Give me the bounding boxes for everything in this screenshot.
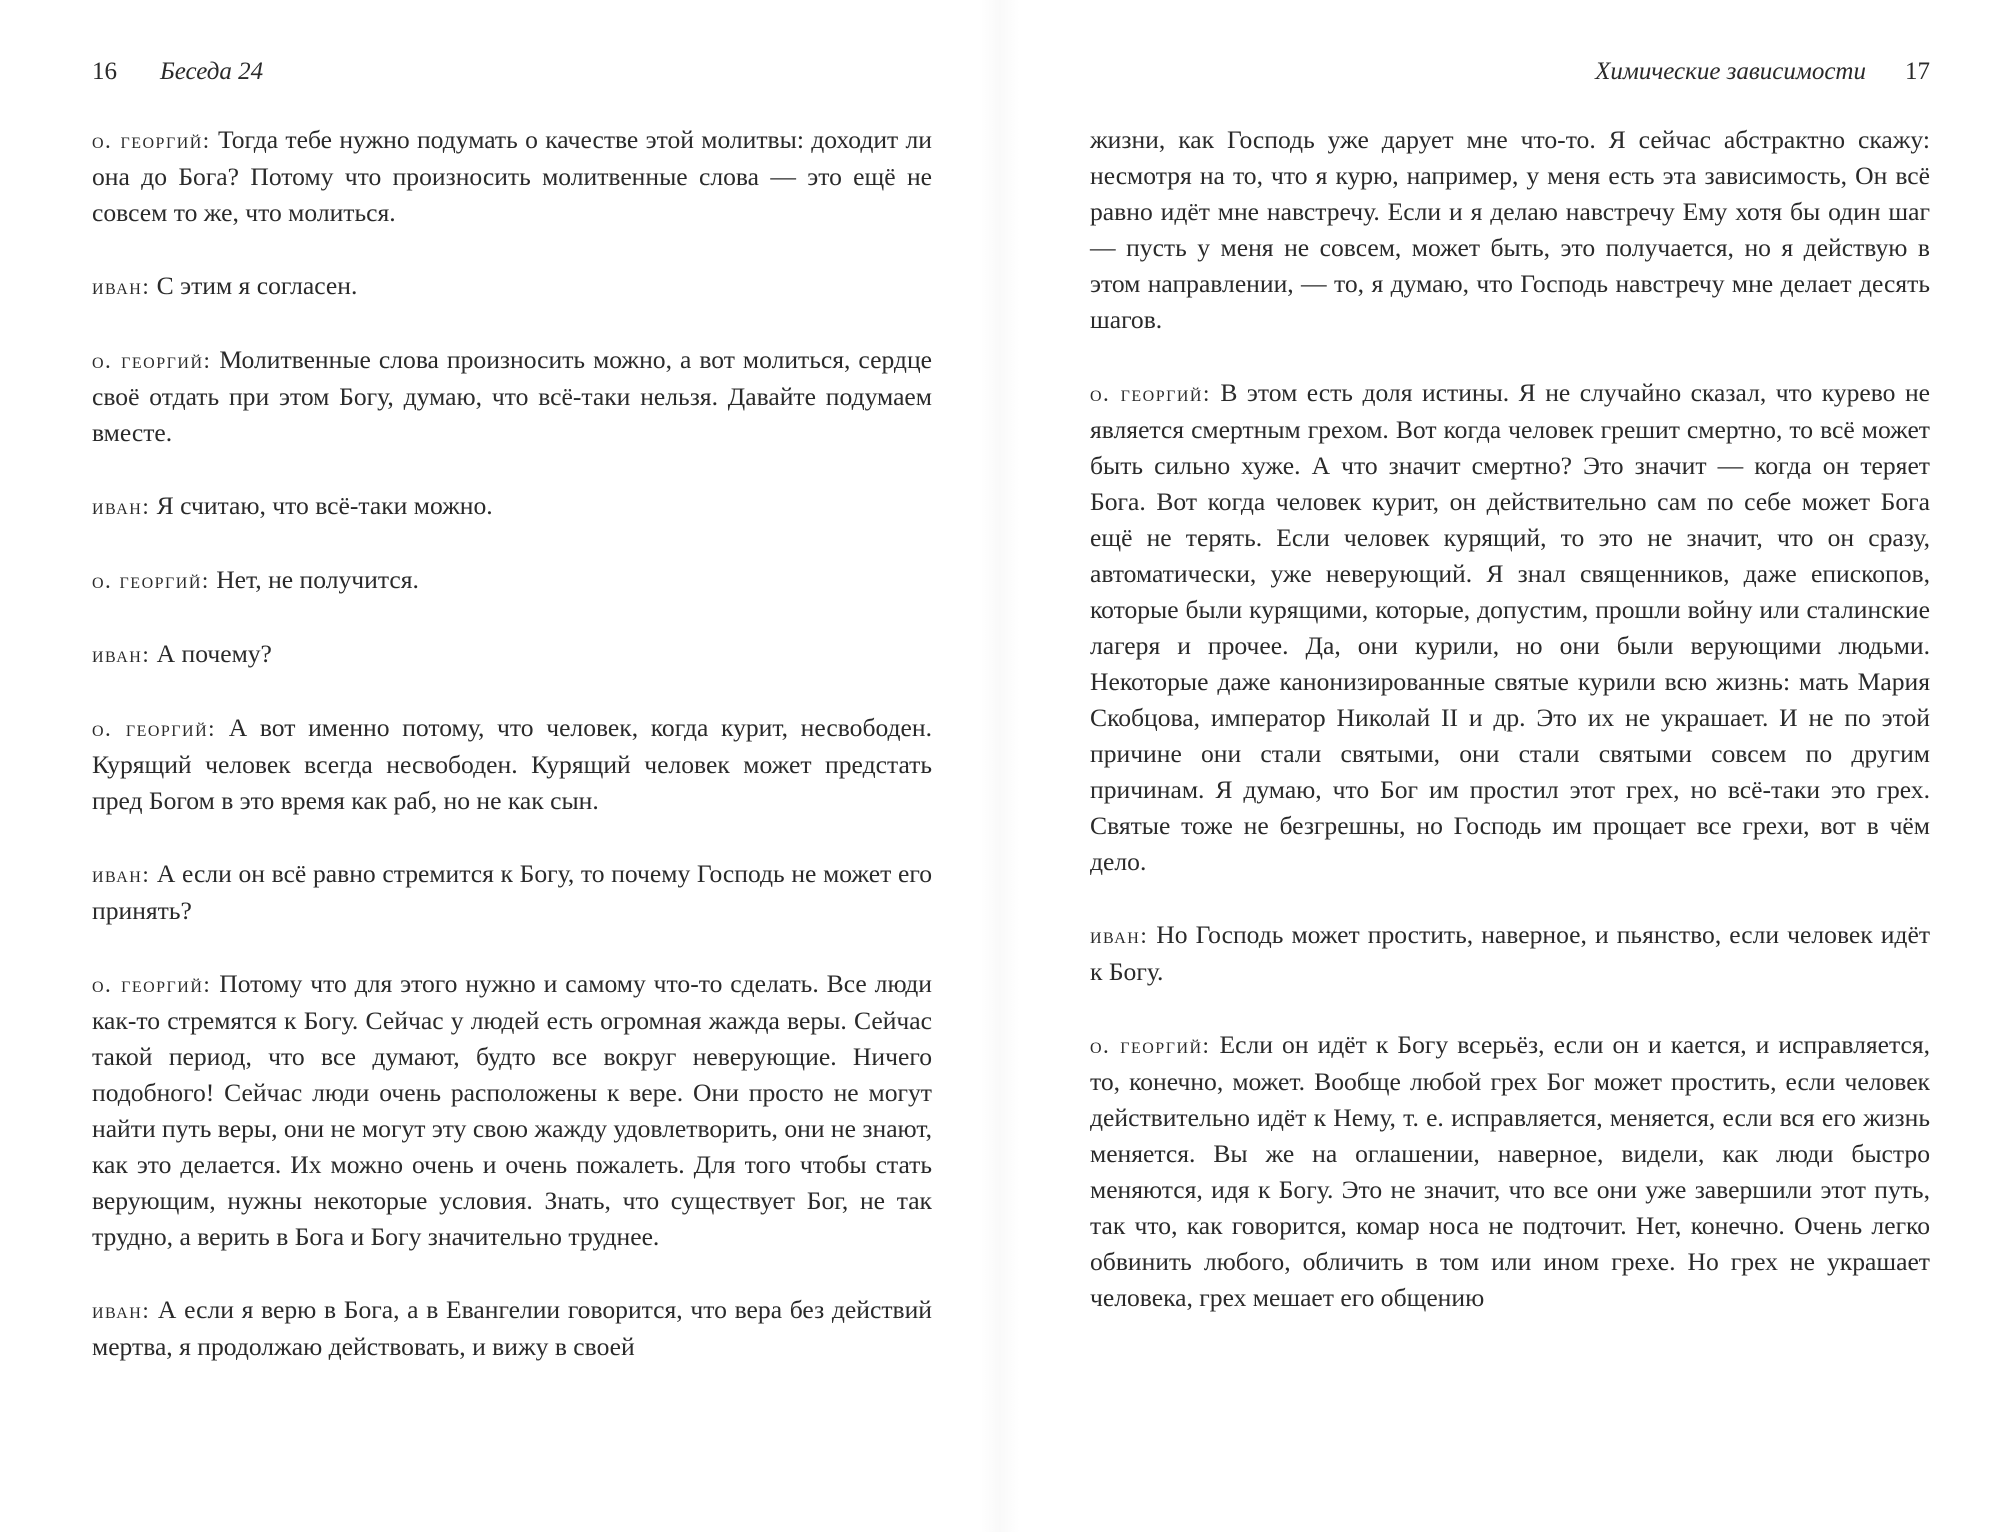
speaker-label: о. георгий: [92,128,211,153]
paragraph-text: А если я верю в Бога, а в Евангелии говорится, что вера без действий мертва, я продолжаю действовать, и вижу в своей [92,1295,932,1361]
left-running-head: Беседа 24 [160,58,264,85]
dialogue-paragraph [1090,375,1930,880]
dialogue-paragraph [92,488,932,525]
speaker-label: иван: [92,494,151,519]
speaker-label: о. георгий: [1090,381,1211,406]
paragraph-text: Если он идёт к Богу всерьёз, если он и кается, и исправляется, то, конечно, может. Вообще любой грех Бог может простить, если человек действительно идёт к Нему, т. е. исправляется, меняется, если вся его жизнь меняется. Вы же на оглашении, наверное, видели, как люди быстро меняются, идя к Богу. Это не значит, что все они уже завершили этот путь, так что, как говорится, комар носа не подточит. Нет, конечно. Очень легко обвинить любого, обличить в том или ином грехе. Но грех не украшает человека, грех мешает его общению [1090,1030,1930,1312]
dialogue-paragraph [92,966,932,1255]
right-page [1090,0,1930,1532]
speaker-label: о. георгий: [1090,1033,1211,1058]
speaker-label: о. георгий: [92,972,212,997]
right-page-body [1090,122,1930,1353]
left-page-body [92,122,932,1402]
left-page-number: 16 [92,58,117,85]
paragraph-text: В этом есть доля истины. Я не случайно сказал, что курево не является смертным грехом. Вот когда человек грешит смертно, то всё может быть сильно хуже. А что значит смертно? Это значит — когда он теряет Бога. Вот когда человек курит, он действительно сам по себе может Бога ещё не терять. Если человек курящий, то это не значит, что он сразу, автоматически, уже неверующий. Я знал священников, даже епископов, которые были курящими, которые, допустим, прошли войну или сталинские лагеря и прочее. Да, они курили, но они были верующими людьми. Некоторые даже канонизированные святые курили всю жизнь: мать Мария Скобцова, император Николай II и др. Это их не украшает. И не по этой причине они стали святыми, они стали святыми совсем по другим причинам. Я думаю, что Бог им простил этот грех, но всё-таки это грех. Святые тоже не безгрешны, но Господь им прощает все грехи, вот в чём дело. [1090,378,1930,876]
speaker-label: иван: [92,1298,151,1323]
paragraph-text: Я считаю, что всё-таки можно. [156,491,493,520]
paragraph-text: А вот именно потому, что человек, когда курит, несвободен. Курящий человек всегда несвободен. Курящий человек может предстать пред Богом в это время как раб, но не как сын. [92,713,932,815]
speaker-label: иван: [92,642,151,667]
paragraph-text: Потому что для этого нужно и самому что-то сделать. Все люди как-то стремятся к Богу. Сейчас у людей есть огромная жажда веры. Сейчас такой период, что все думают, будто все вокруг неверующие. Ничего подобного! Сейчас люди очень расположены к вере. Они просто не могут найти путь веры, они не могут эту свою жажду удовлетворить, они не знают, как это делается. Их можно очень и очень пожалеть. Для того чтобы стать верующим, нужны некоторые условия. Знать, что существует Бог, не так трудно, а верить в Бога и Богу значительно труднее. [92,969,932,1251]
speaker-label: о. георгий: [92,568,210,593]
right-running-head: Химические зависимости [1595,58,1866,85]
book-gutter [980,0,1020,1532]
paragraph-text: А почему? [156,639,272,668]
dialogue-paragraph [92,636,932,673]
speaker-label: иван: [92,274,151,299]
paragraph-text: Нет, не получится. [216,565,419,594]
dialogue-paragraph [92,856,932,929]
speaker-label: иван: [92,862,151,887]
continuation-paragraph: жизни, как Господь уже дарует мне что-то. Я сейчас абстрактно скажу: несмотря на то, что я курю, например, у меня есть эта зависимость, Он всё равно идёт мне навстречу. Если и я делаю навстречу Ему хотя бы один шаг — пусть у меня не совсем, может быть, это получается, но я действую в этом направлении, — то, я думаю, что Господь навстречу мне делает десять шагов. [1090,125,1930,334]
left-page [92,0,932,1532]
paragraph-text: Молитвенные слова произносить можно, а вот молиться, сердце своё отдать при этом Богу, думаю, что всё-таки нельзя. Давайте подумаем вместе. [92,345,933,447]
dialogue-paragraph [92,710,932,819]
left-page-header [92,52,932,92]
paragraph-text: Но Господь может простить, наверное, и пьянство, если человек идёт к Богу. [1090,920,1930,986]
paragraph-text: Тогда тебе нужно подумать о качестве этой молитвы: доходит ли она до Бога? Потому что произносить молитвенные слова — это ещё не совсем то же, что молиться. [92,125,932,227]
paragraph-text: А если он всё равно стремится к Богу, то почему Господь не может его принять? [92,859,932,925]
speaker-label: о. георгий: [92,716,217,741]
dialogue-paragraph [92,562,932,599]
speaker-label: о. георгий: [92,348,212,373]
speaker-label: иван: [1090,923,1149,948]
right-page-header [1090,52,1930,92]
paragraph-text: С этим я согласен. [156,271,358,300]
dialogue-paragraph [92,122,932,231]
dialogue-paragraph [92,342,932,451]
dialogue-paragraph [1090,917,1930,990]
dialogue-paragraph [1090,1027,1930,1316]
right-page-number: 17 [1905,58,1930,85]
dialogue-paragraph [92,1292,932,1365]
dialogue-paragraph [92,268,932,305]
